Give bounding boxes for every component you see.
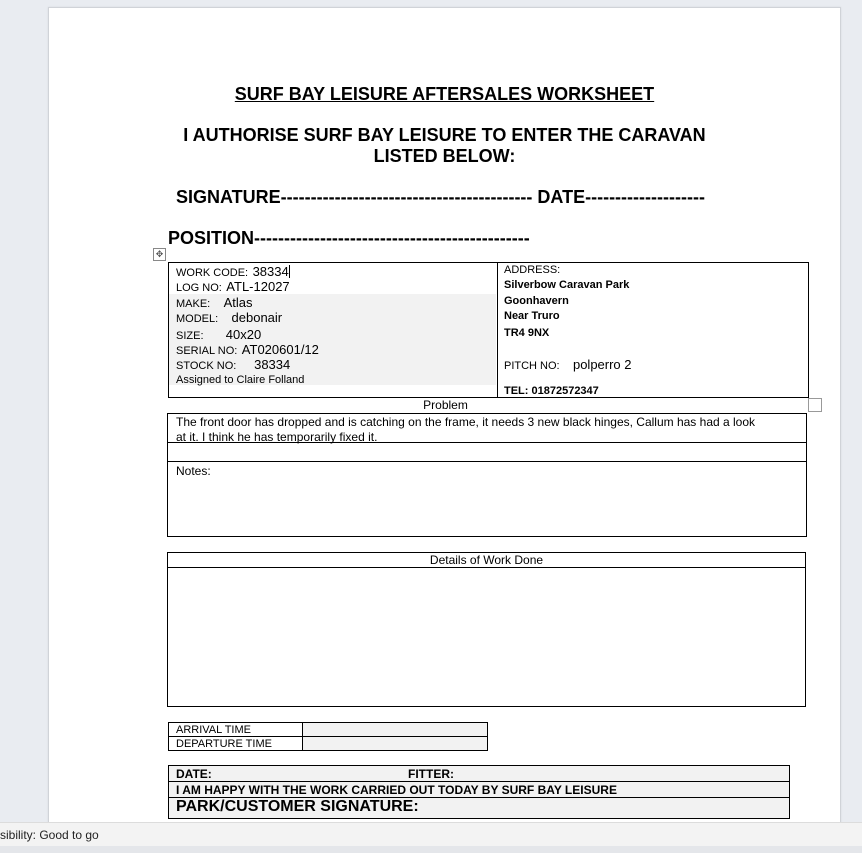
model-value: debonair (231, 310, 283, 325)
departure-time-label: DEPARTURE TIME (176, 738, 272, 750)
authorise-line-1: I AUTHORISE SURF BAY LEISURE TO ENTER THE CARAVAN (183, 125, 706, 145)
authorise-line-2: LISTED BELOW: (373, 146, 516, 166)
log-no-value: ATL-12027 (226, 279, 290, 294)
details-left-column (169, 263, 498, 397)
status-bar (0, 822, 862, 847)
times-table (168, 722, 488, 751)
make-label: MAKE: (176, 298, 211, 310)
fitter-label: FITTER: (408, 767, 454, 781)
problem-text-line-1: The front door has dropped and is catching on the frame, it needs 3 new black hinges, Callum has had a look (176, 415, 756, 429)
table-move-handle-icon[interactable]: ✥ (153, 248, 166, 261)
table-resize-handle[interactable] (808, 398, 822, 412)
problem-header: Problem (423, 398, 468, 412)
serial-value: AT020601/12 (241, 342, 319, 357)
size-label: SIZE: (176, 330, 204, 342)
problem-text (176, 415, 801, 445)
assigned-to[interactable]: Assigned to Claire Folland (176, 374, 305, 386)
address-line-4: TR4 9NX (504, 327, 550, 339)
departure-time-value[interactable] (303, 737, 487, 750)
signature-line: SIGNATURE------------------------------------------ DATE-------------------- (176, 187, 705, 207)
notes-box[interactable] (167, 461, 807, 537)
notes-label: Notes: (176, 464, 211, 478)
stock-row[interactable] (176, 356, 290, 374)
pitch-label: PITCH NO: (504, 360, 560, 372)
stock-label: STOCK NO: (176, 360, 237, 372)
arrival-time-label: ARRIVAL TIME (176, 724, 251, 736)
work-done-header: Details of Work Done (429, 553, 544, 567)
work-done-header-box (167, 552, 806, 568)
address-line-3: Near Truro (504, 310, 560, 322)
arrival-time-value[interactable] (303, 723, 487, 736)
log-no-label: LOG NO: (176, 282, 222, 294)
pitch-value: polperro 2 (572, 357, 632, 372)
signoff-date-row[interactable] (176, 767, 776, 781)
model-row[interactable] (176, 309, 282, 327)
serial-label: SERIAL NO: (176, 345, 238, 357)
signoff-divider-1 (169, 781, 789, 782)
position-line: POSITION---------------------------------------------- (168, 228, 530, 248)
bottom-strip (0, 846, 862, 853)
model-label: MODEL: (176, 313, 219, 325)
happy-line: I AM HAPPY WITH THE WORK CARRIED OUT TODAY BY SURF BAY LEISURE (176, 783, 617, 797)
text-cursor (289, 265, 290, 278)
signoff-table (168, 765, 790, 819)
date-label: DATE: (176, 767, 212, 781)
address-line-2: Goonhavern (504, 295, 569, 307)
address-line-1: Silverbow Caravan Park (504, 279, 630, 291)
make-value: Atlas (223, 295, 253, 310)
authorise-heading (49, 125, 840, 167)
work-done-box[interactable] (167, 567, 806, 707)
address-column[interactable] (504, 263, 804, 397)
customer-signature-label[interactable]: PARK/CUSTOMER SIGNATURE: (176, 798, 419, 815)
work-code-label: WORK CODE: (176, 267, 249, 279)
problem-spacer-row[interactable] (167, 442, 807, 462)
size-value: 40x20 (225, 327, 262, 342)
pitch-row (504, 356, 632, 374)
work-code-value: 38334 (252, 264, 289, 279)
problem-text-line-2: at it. I think he has temporarily fixed it. (176, 430, 378, 444)
problem-box[interactable] (167, 413, 807, 443)
stock-value: 38334 (254, 357, 291, 372)
telephone: TEL: 01872572347 (504, 385, 599, 397)
document-page[interactable] (48, 7, 841, 824)
caravan-details-table (168, 262, 809, 398)
accessibility-status[interactable]: sibility: Good to go (0, 828, 99, 842)
document-title: SURF BAY LEISURE AFTERSALES WORKSHEET (234, 84, 655, 104)
address-label: ADDRESS: (504, 264, 561, 276)
